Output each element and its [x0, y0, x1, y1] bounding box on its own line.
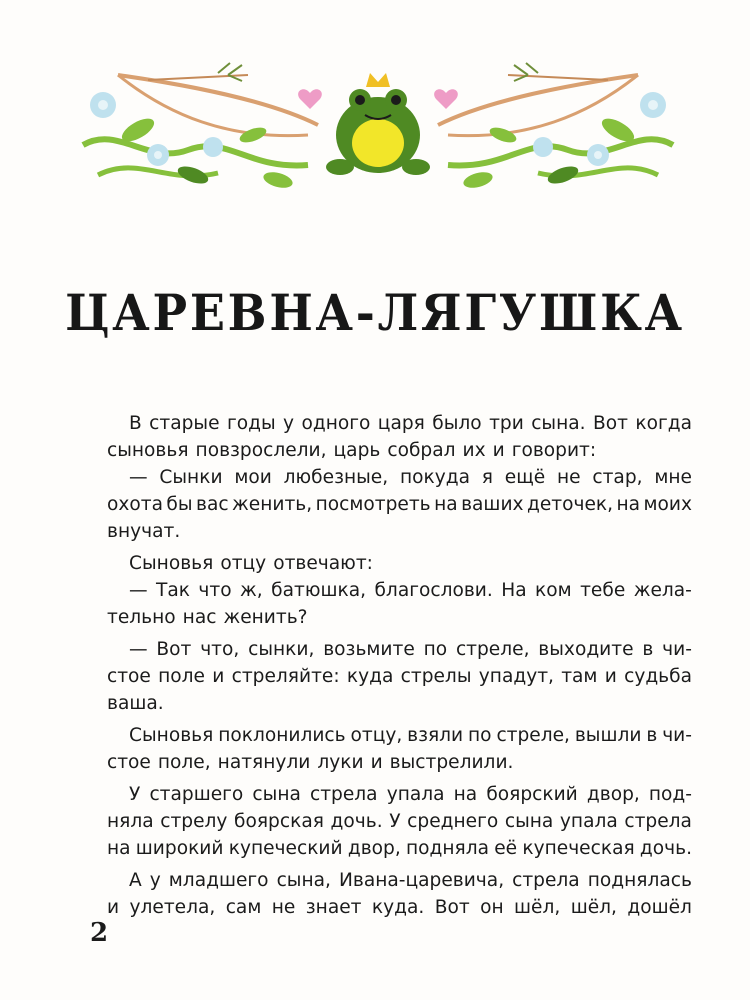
word: женить,: [232, 494, 313, 515]
word: я: [481, 467, 493, 488]
word: дошёл: [627, 897, 692, 918]
word: боярская: [234, 811, 324, 832]
word: вас: [196, 494, 229, 515]
word: Ивана-царевича,: [338, 870, 505, 891]
word: знает: [305, 897, 362, 918]
word: жела-: [633, 580, 692, 601]
word: бы: [166, 494, 193, 515]
word: судьба: [624, 666, 692, 687]
word: стрела: [310, 784, 378, 805]
word: улетела,: [129, 897, 216, 918]
word: любезные,: [283, 467, 389, 488]
text-line: [107, 437, 692, 464]
word: Сынки: [159, 467, 223, 488]
word: На: [501, 580, 527, 601]
word: у: [149, 870, 161, 891]
text-line: [107, 781, 692, 808]
word: дочь.: [639, 838, 692, 859]
word: он: [480, 897, 504, 918]
word: и: [212, 666, 225, 687]
word: сына,: [276, 870, 331, 891]
word: годы: [226, 413, 276, 434]
word: сына: [252, 784, 301, 805]
word: ещё: [504, 467, 546, 488]
word: повзрослели,: [195, 440, 327, 461]
word: отвечают:: [273, 553, 373, 574]
word: деточек,: [526, 494, 614, 515]
word: чи-: [662, 639, 692, 660]
word: что,: [200, 639, 240, 660]
word: няла: [107, 811, 154, 832]
word: Вот: [156, 639, 192, 660]
word: выстрелили.: [389, 752, 514, 773]
word: дочь.: [330, 811, 383, 832]
word: благослови.: [374, 580, 493, 601]
word: отцу: [220, 553, 267, 574]
word: старые: [149, 413, 220, 434]
text-line: [107, 464, 692, 491]
word: в: [646, 725, 658, 746]
word: стреляйте:: [231, 666, 340, 687]
word: упадут,: [478, 666, 554, 687]
word: сына: [504, 811, 554, 832]
word: там: [561, 666, 598, 687]
word: шёл,: [570, 897, 617, 918]
word: на: [616, 494, 641, 515]
text-line: [107, 749, 692, 776]
word: стрелу: [160, 811, 228, 832]
word: двор,: [586, 784, 640, 805]
word: под-: [648, 784, 692, 805]
word: широкий: [135, 838, 224, 859]
word: шёл,: [514, 897, 561, 918]
word: луки: [317, 752, 364, 773]
word: ж,: [240, 580, 263, 601]
word: ваших: [461, 494, 524, 515]
word: и: [107, 897, 120, 918]
word: чи-: [662, 725, 692, 746]
word: и: [370, 752, 383, 773]
word: что: [198, 580, 232, 601]
text-line: [107, 518, 692, 545]
frog-princess-ornament-icon: [78, 55, 678, 195]
text-line: [107, 867, 692, 894]
story-text: [107, 410, 692, 921]
word: Сыновья: [129, 725, 214, 746]
word: среднего: [407, 811, 499, 832]
word: боярский: [486, 784, 578, 805]
word: возьмите: [323, 639, 415, 660]
word: У: [389, 811, 401, 832]
word: У: [129, 784, 141, 805]
word: по: [423, 639, 448, 660]
word: стреле,: [496, 725, 570, 746]
text-line: [107, 577, 692, 604]
word: мне: [654, 467, 692, 488]
word: не: [271, 897, 296, 918]
word: поднялась: [587, 870, 692, 891]
word: куда.: [371, 897, 425, 918]
word: не: [556, 467, 581, 488]
word: Вот: [434, 897, 470, 918]
text-line: [107, 636, 692, 663]
text-line: [107, 604, 692, 631]
word: поле,: [157, 752, 211, 773]
text-line: [107, 894, 692, 921]
word: внучат.: [107, 521, 181, 542]
word: стрела: [512, 870, 580, 891]
word: женить?: [223, 607, 308, 628]
word: сына.: [531, 413, 586, 434]
word: и: [604, 666, 617, 687]
word: купеческий: [228, 838, 343, 859]
word: покуда: [399, 467, 470, 488]
word: батюшка,: [271, 580, 367, 601]
word: одного: [301, 413, 371, 434]
story-title: ЦАРЕВНА-ЛЯГУШКА: [65, 283, 685, 342]
word: вышли: [574, 725, 642, 746]
word: стреле,: [455, 639, 530, 660]
word: взяли: [407, 725, 464, 746]
word: двор,: [347, 838, 401, 859]
word: —: [129, 467, 148, 488]
word: стое: [107, 666, 151, 687]
word: тельно: [107, 607, 176, 628]
text-line: [107, 722, 692, 749]
word: сыновья: [107, 440, 189, 461]
word: сам: [225, 897, 262, 918]
word: стар,: [592, 467, 643, 488]
word: стое: [107, 752, 151, 773]
word: царя: [377, 413, 425, 434]
word: сынки,: [248, 639, 315, 660]
word: их: [462, 440, 486, 461]
word: отцу,: [350, 725, 403, 746]
word: —: [129, 580, 148, 601]
word: старшего: [149, 784, 244, 805]
word: говорит:: [511, 440, 597, 461]
page-number: 2: [90, 918, 109, 948]
word: Сыновья: [129, 553, 214, 574]
word: по: [468, 725, 492, 746]
word: посмотреть: [315, 494, 431, 515]
word: на: [107, 838, 131, 859]
word: поклонились: [218, 725, 346, 746]
word: стрела: [624, 811, 692, 832]
word: стрелы: [400, 666, 472, 687]
word: натянули: [217, 752, 311, 773]
word: и: [492, 440, 505, 461]
word: упала: [386, 784, 445, 805]
word: было: [432, 413, 482, 434]
word: выходите: [538, 639, 634, 660]
word: царь: [333, 440, 381, 461]
word: В: [129, 413, 142, 434]
text-line: [107, 663, 692, 690]
word: три: [489, 413, 524, 434]
word: её: [494, 838, 518, 859]
word: нас: [182, 607, 217, 628]
word: собрал: [387, 440, 456, 461]
text-line: [107, 835, 692, 862]
text-line: [107, 410, 692, 437]
text-line: [107, 808, 692, 835]
word: подняла: [405, 838, 489, 859]
word: ком: [535, 580, 572, 601]
word: младшего: [168, 870, 269, 891]
word: тебе: [580, 580, 626, 601]
word: когда: [635, 413, 692, 434]
word: охота: [107, 494, 163, 515]
text-line: [107, 550, 692, 577]
word: в: [642, 639, 654, 660]
word: на: [453, 784, 478, 805]
word: куда: [346, 666, 394, 687]
word: на: [434, 494, 458, 515]
word: ваша.: [107, 693, 164, 714]
word: моих: [643, 494, 692, 515]
text-line: [107, 690, 692, 717]
word: Вот: [592, 413, 628, 434]
word: у: [283, 413, 295, 434]
text-line: [107, 491, 692, 518]
word: поле: [158, 666, 205, 687]
word: купеческая: [522, 838, 635, 859]
word: мои: [234, 467, 272, 488]
word: упала: [559, 811, 618, 832]
word: —: [129, 639, 148, 660]
word: Так: [156, 580, 190, 601]
word: А: [129, 870, 142, 891]
